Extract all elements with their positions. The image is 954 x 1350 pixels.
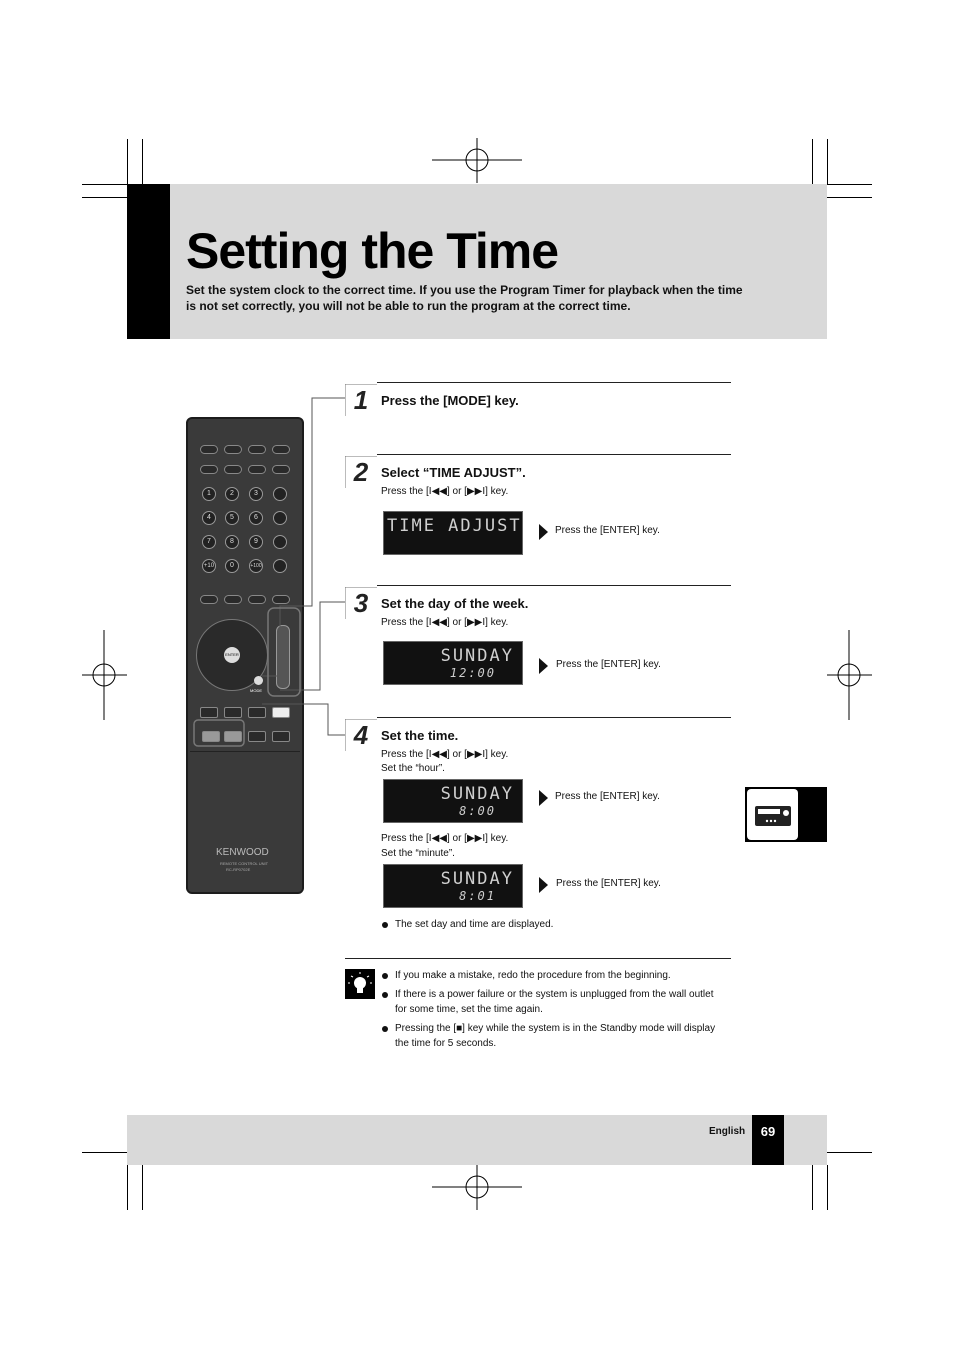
step-number-text: 2 [353,457,369,487]
step-number [345,384,377,416]
enter-note: Press the [ENTER] key. [556,659,661,670]
registration-mark [432,1165,522,1210]
step-number-text: 4 [353,720,369,750]
page-title: Setting the Time [186,223,559,279]
remote-number-key: 3 [249,487,263,501]
footer-band [127,1115,827,1165]
lcd-display [383,779,523,823]
remote-model-line: REMOTE CONTROL UNIT [220,861,269,866]
crop-mark [827,184,872,185]
crop-mark [827,1165,828,1210]
step-number [345,719,377,751]
lcd-display [383,864,523,908]
remote-enter-key: ENTER [224,647,240,663]
remote-number-key: 2 [225,487,239,501]
device-icon [747,789,798,840]
registration-mark [827,630,872,720]
remote-number-key: +10 [202,559,216,573]
bullet-icon [382,973,388,979]
lightbulb-icon [345,969,375,999]
arrow-icon [539,877,548,893]
section-tab-icon-box [747,789,798,840]
step-title: Set the time. [381,728,459,743]
step-instruction: Press the [I◀◀] or [▶▶I] key. [381,749,509,760]
bullet-icon [382,922,388,928]
tips-rule [345,958,731,959]
enter-note: Press the [ENTER] key. [556,878,661,889]
bullet-icon [382,1026,388,1032]
lcd-display [383,641,523,685]
remote-number-key: +100 [249,559,263,573]
remote-number-key: 9 [249,535,263,549]
remote-number-key: 7 [202,535,216,549]
remote-model-line: RC-RP0702E [226,867,251,872]
intro-text [186,282,746,314]
tip-text: Pressing the [■] key while the system is in the Standby mode will display the time for 5 seconds. [395,1023,716,1049]
enter-note: Press the [ENTER] key. [555,525,660,536]
remote-number-key: 6 [249,511,263,525]
step-title: Press the [MODE] key. [381,393,519,408]
remote-number-key: 1 [202,487,216,501]
remote-number-key: 5 [225,511,239,525]
step-instruction: Set the “minute”. [381,848,455,859]
enter-note: Press the [ENTER] key. [555,791,660,802]
step-number [345,456,377,488]
step-instruction: Press the [I◀◀] or [▶▶I] key. [381,833,509,844]
bullet-icon [382,992,388,998]
tip-text: If you make a mistake, redo the procedure from the beginning. [395,970,671,981]
step-number-text: 3 [353,588,369,618]
remote-number-key: 0 [225,559,239,573]
lcd-line2: 8:01 [459,889,496,903]
step-rule [377,585,731,586]
remote-number-key: 4 [202,511,216,525]
registration-mark [82,630,127,720]
lcd-line1: SUNDAY [440,869,514,889]
arrow-icon [539,524,548,540]
tip-text: If there is a power failure or the system is unplugged from the wall outlet for some time, set the time again. [395,989,714,1015]
crop-mark [827,139,828,184]
intro-line: is not set correctly, you will not be able to run the program at the correct time. [186,299,631,313]
header-black-bar [127,184,170,339]
step-rule [377,717,731,718]
arrow-icon [539,658,548,674]
step-instruction: Press the [I◀◀] or [▶▶I] key. [381,486,509,497]
step-rule [377,382,731,383]
lcd-line2: 8:00 [459,804,496,818]
lcd-line2: 12:00 [449,666,496,680]
remote-number-key: 8 [225,535,239,549]
registration-mark [432,138,522,183]
intro-line: Set the system clock to the correct time. If you use the Program Timer for playback when the time [186,283,743,297]
crop-mark [127,1165,128,1210]
lcd-display [383,511,523,555]
step-number [345,587,377,619]
footer-language: English [709,1126,746,1137]
tip-item [382,1021,727,1051]
step-instruction: Set the “hour”. [381,763,445,774]
step-rule [377,454,731,455]
step-title: Set the day of the week. [381,596,529,611]
lcd-line1: SUNDAY [440,784,514,804]
callout-lines [180,380,380,760]
crop-mark [127,139,128,184]
result-note [382,917,727,932]
lcd-line1: SUNDAY [440,646,514,666]
lcd-line1: TIME ADJUST [387,516,522,536]
step-instruction: Press the [I◀◀] or [▶▶I] key. [381,617,509,628]
step-title: Select “TIME ADJUST”. [381,465,526,480]
arrow-icon [539,790,548,806]
remote-mode-label: MODE [250,688,262,693]
crop-mark [82,184,127,185]
result-text: The set day and time are displayed. [395,919,554,930]
page-number: 69 [752,1115,784,1165]
step-number-text: 1 [353,385,369,415]
tip-item [382,968,727,983]
remote-brand: KENWOOD [216,847,269,858]
tip-item [382,987,727,1017]
